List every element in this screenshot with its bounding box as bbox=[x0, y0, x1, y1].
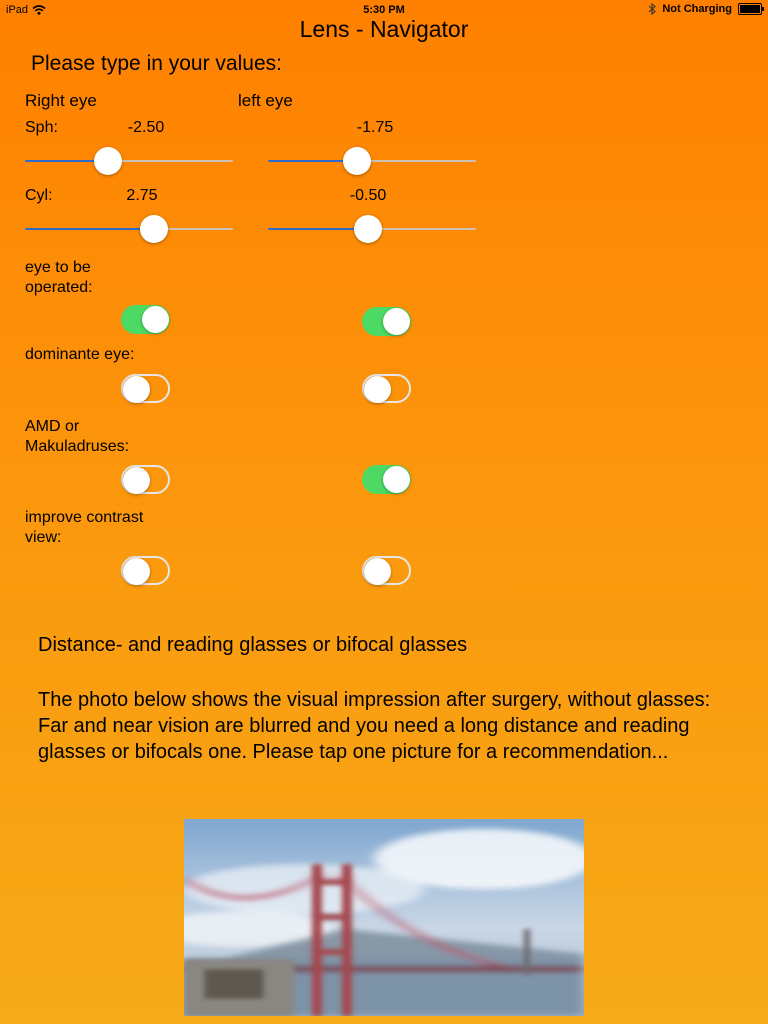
dominant-right-switch[interactable] bbox=[121, 374, 170, 403]
battery-icon bbox=[738, 3, 762, 15]
amd-right-switch[interactable] bbox=[121, 465, 170, 494]
simulated-vision-photo[interactable] bbox=[184, 819, 584, 1016]
cyl-left-slider[interactable] bbox=[268, 214, 476, 244]
bridge-photo-graphic bbox=[184, 819, 584, 1016]
sph-right-value: -2.50 bbox=[127, 119, 165, 136]
cyl-left-value: -0.50 bbox=[349, 187, 387, 204]
slider-thumb[interactable] bbox=[343, 147, 371, 175]
left-eye-header: left eye bbox=[238, 91, 293, 110]
contrast-label: improve contrast view: bbox=[25, 509, 144, 546]
dominant-eye-label: dominante eye: bbox=[25, 346, 135, 363]
slider-thumb[interactable] bbox=[140, 215, 168, 243]
cyl-label: Cyl: bbox=[25, 187, 53, 204]
bluetooth-icon bbox=[648, 3, 656, 15]
amd-left-switch[interactable] bbox=[362, 465, 411, 494]
sph-label: Sph: bbox=[25, 119, 58, 136]
slider-thumb[interactable] bbox=[354, 215, 382, 243]
dominant-left-switch[interactable] bbox=[362, 374, 411, 403]
operated-right-switch[interactable] bbox=[121, 305, 170, 334]
page-title: Lens - Navigator bbox=[299, 16, 469, 42]
amd-label: AMD or Makuladruses: bbox=[25, 418, 130, 455]
instruction-text: Please type in your values: bbox=[31, 52, 282, 75]
status-time: 5:30 PM bbox=[363, 4, 405, 16]
sph-right-slider[interactable] bbox=[25, 146, 233, 176]
charging-status: Not Charging bbox=[662, 3, 732, 15]
eye-to-be-operated-label: eye to be operated: bbox=[25, 259, 93, 296]
device-name: iPad bbox=[6, 4, 29, 16]
right-eye-header: Right eye bbox=[25, 91, 97, 110]
sph-left-slider[interactable] bbox=[268, 146, 476, 176]
operated-left-switch[interactable] bbox=[362, 307, 411, 336]
cyl-right-slider[interactable] bbox=[25, 214, 233, 244]
description-line-2: Far and near vision are blurred and you need a long distance and reading glasses or bifocals one. Please tap one picture for a recommendation... bbox=[38, 715, 690, 763]
description-line-1: The photo below shows the visual impression after surgery, without glasses: bbox=[38, 689, 711, 711]
recommendation-heading: Distance- and reading glasses or bifocal glasses bbox=[38, 634, 468, 656]
contrast-right-switch[interactable] bbox=[121, 556, 170, 585]
slider-thumb[interactable] bbox=[94, 147, 122, 175]
sph-left-value: -1.75 bbox=[356, 119, 394, 136]
recommendation-description bbox=[38, 687, 728, 765]
contrast-left-switch[interactable] bbox=[362, 556, 411, 585]
cyl-right-value: 2.75 bbox=[126, 187, 158, 204]
